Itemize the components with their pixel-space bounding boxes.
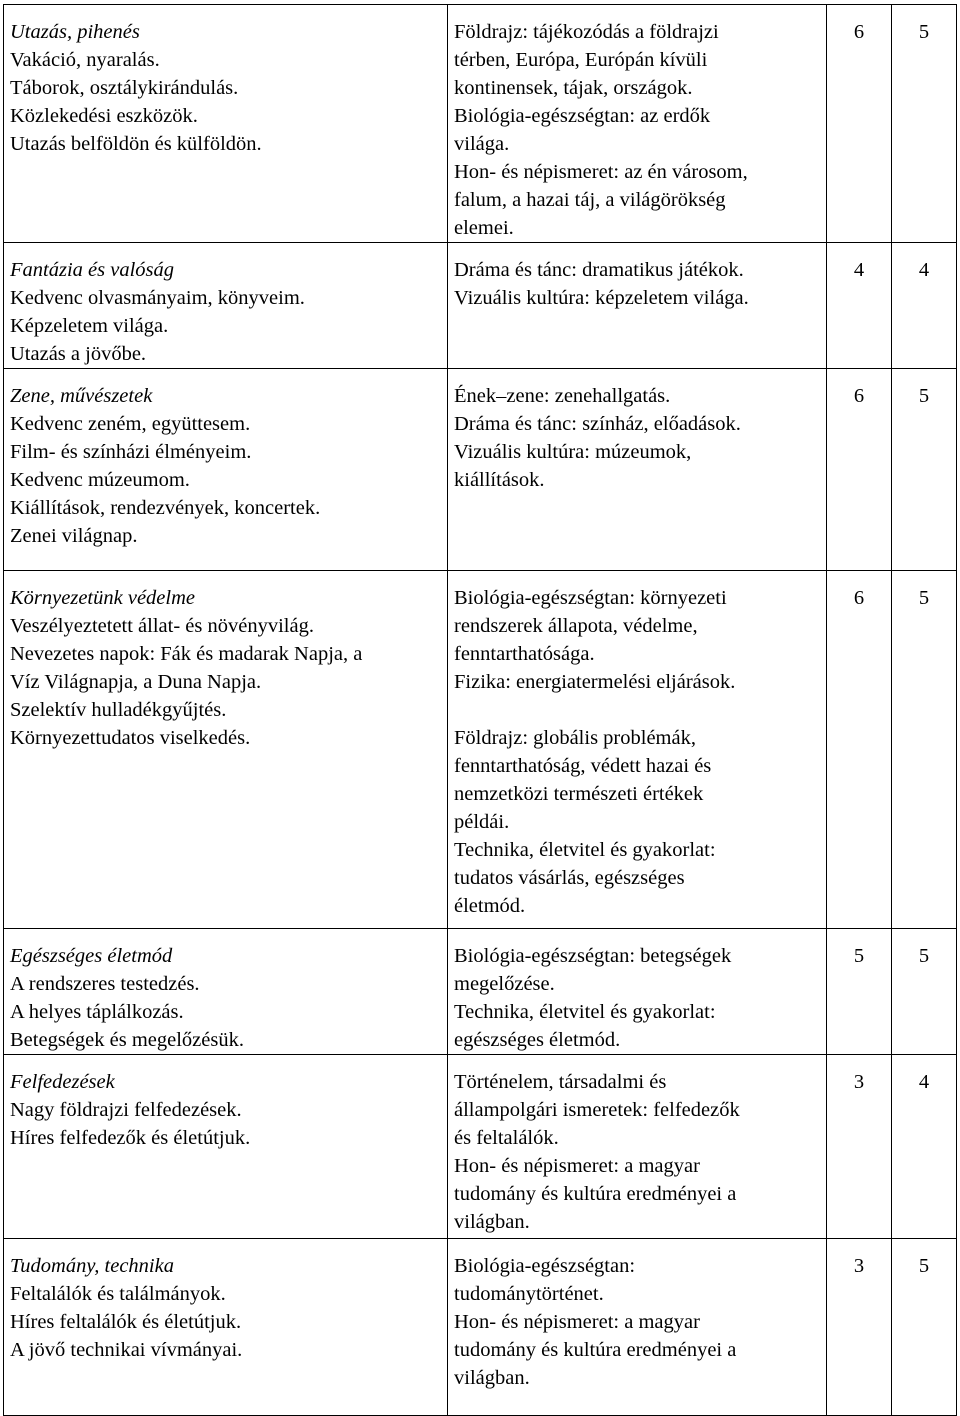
topic-item: Vakáció, nyaralás. <box>10 49 160 71</box>
hours-grade-5-cell <box>827 929 892 1055</box>
crosscurricular-item: térben, Európa, Európán kívüli <box>454 49 708 71</box>
topic-cell <box>4 5 448 243</box>
hours-value: 5 <box>918 587 930 609</box>
topic-item: Utazás belföldön és külföldön. <box>10 133 262 155</box>
crosscurricular-item: Történelem, társadalmi és <box>454 1071 667 1093</box>
crosscurricular-item: életmód. <box>454 895 526 917</box>
crosscurricular-cell <box>448 929 827 1055</box>
crosscurricular-cell <box>448 369 827 571</box>
crosscurricular-item: tudatos vásárlás, egészséges <box>454 867 685 889</box>
hours-value: 6 <box>853 21 865 43</box>
hours-grade-6-cell <box>892 5 957 243</box>
topic-item: Víz Világnapja, a Duna Napja. <box>10 671 262 693</box>
topic-item: Híres feltalálók és életútjuk. <box>10 1311 242 1333</box>
crosscurricular-item: megelőzése. <box>454 973 555 995</box>
crosscurricular-cell <box>448 243 827 369</box>
hours-value: 3 <box>853 1255 865 1277</box>
crosscurricular-item: Dráma és tánc: színház, előadások. <box>454 413 741 435</box>
crosscurricular-item: Hon- és népismeret: a magyar <box>454 1155 700 1177</box>
crosscurricular-item: Hon- és népismeret: a magyar <box>454 1311 700 1333</box>
crosscurricular-item: elemei. <box>454 217 514 239</box>
crosscurricular-cell <box>448 5 827 243</box>
crosscurricular-item: nemzetközi természeti értékek <box>454 783 704 805</box>
table-body <box>4 5 957 1416</box>
hours-value: 4 <box>918 1071 930 1093</box>
hours-grade-6-cell <box>892 1239 957 1416</box>
hours-grade-5-cell <box>827 5 892 243</box>
crosscurricular-item: tudomány és kultúra eredményei a <box>454 1339 737 1361</box>
crosscurricular-item: kiállítások. <box>454 469 545 491</box>
crosscurricular-cell <box>448 571 827 929</box>
topic-item: A jövő technikai vívmányai. <box>10 1339 243 1361</box>
crosscurricular-cell <box>448 1055 827 1239</box>
crosscurricular-item: Ének–zene: zenehallgatás. <box>454 385 671 407</box>
crosscurricular-item: világban. <box>454 1367 530 1389</box>
hours-grade-6-cell <box>892 571 957 929</box>
crosscurricular-cell <box>448 1239 827 1416</box>
crosscurricular-item: fenntarthatóság, védett hazai és <box>454 755 712 777</box>
crosscurricular-item: Földrajz: globális problémák, <box>454 727 696 749</box>
crosscurricular-item: falum, a hazai táj, a világörökség <box>454 189 726 211</box>
crosscurricular-item: Biológia-egészségtan: <box>454 1255 636 1277</box>
hours-value: 5 <box>918 1255 930 1277</box>
table-row <box>4 369 957 571</box>
crosscurricular-item: Hon- és népismeret: az én városom, <box>454 161 748 183</box>
crosscurricular-item: tudomány és kultúra eredményei a <box>454 1183 737 1205</box>
topic-cell <box>4 1055 448 1239</box>
topic-item: Kedvenc zeném, együttesem. <box>10 413 251 435</box>
crosscurricular-item: világa. <box>454 133 510 155</box>
crosscurricular-item: állampolgári ismeretek: felfedezők <box>454 1099 740 1121</box>
topic-title: Fantázia és valóság <box>10 259 174 281</box>
hours-grade-5-cell <box>827 1239 892 1416</box>
topic-title: Egészséges életmód <box>10 945 173 967</box>
topic-item: Kedvenc múzeumom. <box>10 469 190 491</box>
hours-value: 5 <box>918 21 930 43</box>
crosscurricular-item: fenntarthatósága. <box>454 643 595 665</box>
crosscurricular-item: Vizuális kultúra: múzeumok, <box>454 441 692 463</box>
topic-cell <box>4 1239 448 1416</box>
crosscurricular-item: Vizuális kultúra: képzeletem világa. <box>454 287 749 309</box>
crosscurricular-item: Biológia-egészségtan: az erdők <box>454 105 711 127</box>
topic-item: A helyes táplálkozás. <box>10 1001 184 1023</box>
paragraph-gap <box>454 696 820 724</box>
crosscurricular-item: világban. <box>454 1211 530 1233</box>
table-row <box>4 929 957 1055</box>
hours-value: 5 <box>853 945 865 967</box>
crosscurricular-item: Fizika: energiatermelési eljárások. <box>454 671 736 693</box>
topic-title: Utazás, pihenés <box>10 21 140 43</box>
topic-cell <box>4 243 448 369</box>
table-row <box>4 5 957 243</box>
topic-item: Feltalálók és találmányok. <box>10 1283 226 1305</box>
topic-item: Környezettudatos viselkedés. <box>10 727 251 749</box>
hours-value: 4 <box>918 259 930 281</box>
hours-grade-5-cell <box>827 1055 892 1239</box>
crosscurricular-item: és feltalálók. <box>454 1127 559 1149</box>
hours-value: 4 <box>853 259 865 281</box>
topic-item: Utazás a jövőbe. <box>10 343 147 365</box>
crosscurricular-item: példái. <box>454 811 510 833</box>
crosscurricular-item: tudománytörténet. <box>454 1283 604 1305</box>
hours-grade-6-cell <box>892 243 957 369</box>
table-row <box>4 243 957 369</box>
hours-grade-6-cell <box>892 929 957 1055</box>
crosscurricular-item: Biológia-egészségtan: környezeti <box>454 587 727 609</box>
topic-cell <box>4 571 448 929</box>
hours-value: 6 <box>853 587 865 609</box>
topic-item: Betegségek és megelőzésük. <box>10 1029 244 1051</box>
hours-value: 5 <box>918 945 930 967</box>
hours-value: 3 <box>853 1071 865 1093</box>
crosscurricular-item: Technika, életvitel és gyakorlat: <box>454 1001 716 1023</box>
curriculum-table <box>3 4 957 1416</box>
topic-item: Veszélyeztetett állat- és növényvilág. <box>10 615 314 637</box>
topic-title: Zene, művészetek <box>10 385 153 407</box>
topic-item: Kiállítások, rendezvények, koncertek. <box>10 497 321 519</box>
crosscurricular-item: Technika, életvitel és gyakorlat: <box>454 839 716 861</box>
hours-grade-5-cell <box>827 369 892 571</box>
hours-grade-6-cell <box>892 369 957 571</box>
topic-item: Képzeletem világa. <box>10 315 169 337</box>
hours-value: 6 <box>853 385 865 407</box>
table-row <box>4 1239 957 1416</box>
topic-item: Zenei világnap. <box>10 525 138 547</box>
crosscurricular-item: rendszerek állapota, védelme, <box>454 615 698 637</box>
document-page <box>3 4 956 1400</box>
topic-item: Szelektív hulladékgyűjtés. <box>10 699 227 721</box>
hours-grade-5-cell <box>827 243 892 369</box>
crosscurricular-item: kontinensek, tájak, országok. <box>454 77 693 99</box>
crosscurricular-item: egészséges életmód. <box>454 1029 621 1051</box>
topic-item: Közlekedési eszközök. <box>10 105 198 127</box>
topic-item: Nagy földrajzi felfedezések. <box>10 1099 242 1121</box>
crosscurricular-item: Földrajz: tájékozódás a földrajzi <box>454 21 719 43</box>
topic-cell <box>4 929 448 1055</box>
topic-item: A rendszeres testedzés. <box>10 973 200 995</box>
crosscurricular-item: Biológia-egészségtan: betegségek <box>454 945 732 967</box>
topic-title: Környezetünk védelme <box>10 587 195 609</box>
topic-item: Híres felfedezők és életútjuk. <box>10 1127 251 1149</box>
topic-item: Táborok, osztálykirándulás. <box>10 77 239 99</box>
topic-cell <box>4 369 448 571</box>
hours-grade-5-cell <box>827 571 892 929</box>
table-row <box>4 571 957 929</box>
topic-item: Nevezetes napok: Fák és madarak Napja, a <box>10 643 363 665</box>
topic-item: Film- és színházi élményeim. <box>10 441 252 463</box>
topic-title: Felfedezések <box>10 1071 115 1093</box>
crosscurricular-item: Dráma és tánc: dramatikus játékok. <box>454 259 744 281</box>
hours-value: 5 <box>918 385 930 407</box>
table-row <box>4 1055 957 1239</box>
hours-grade-6-cell <box>892 1055 957 1239</box>
topic-title: Tudomány, technika <box>10 1255 174 1277</box>
topic-item: Kedvenc olvasmányaim, könyveim. <box>10 287 305 309</box>
